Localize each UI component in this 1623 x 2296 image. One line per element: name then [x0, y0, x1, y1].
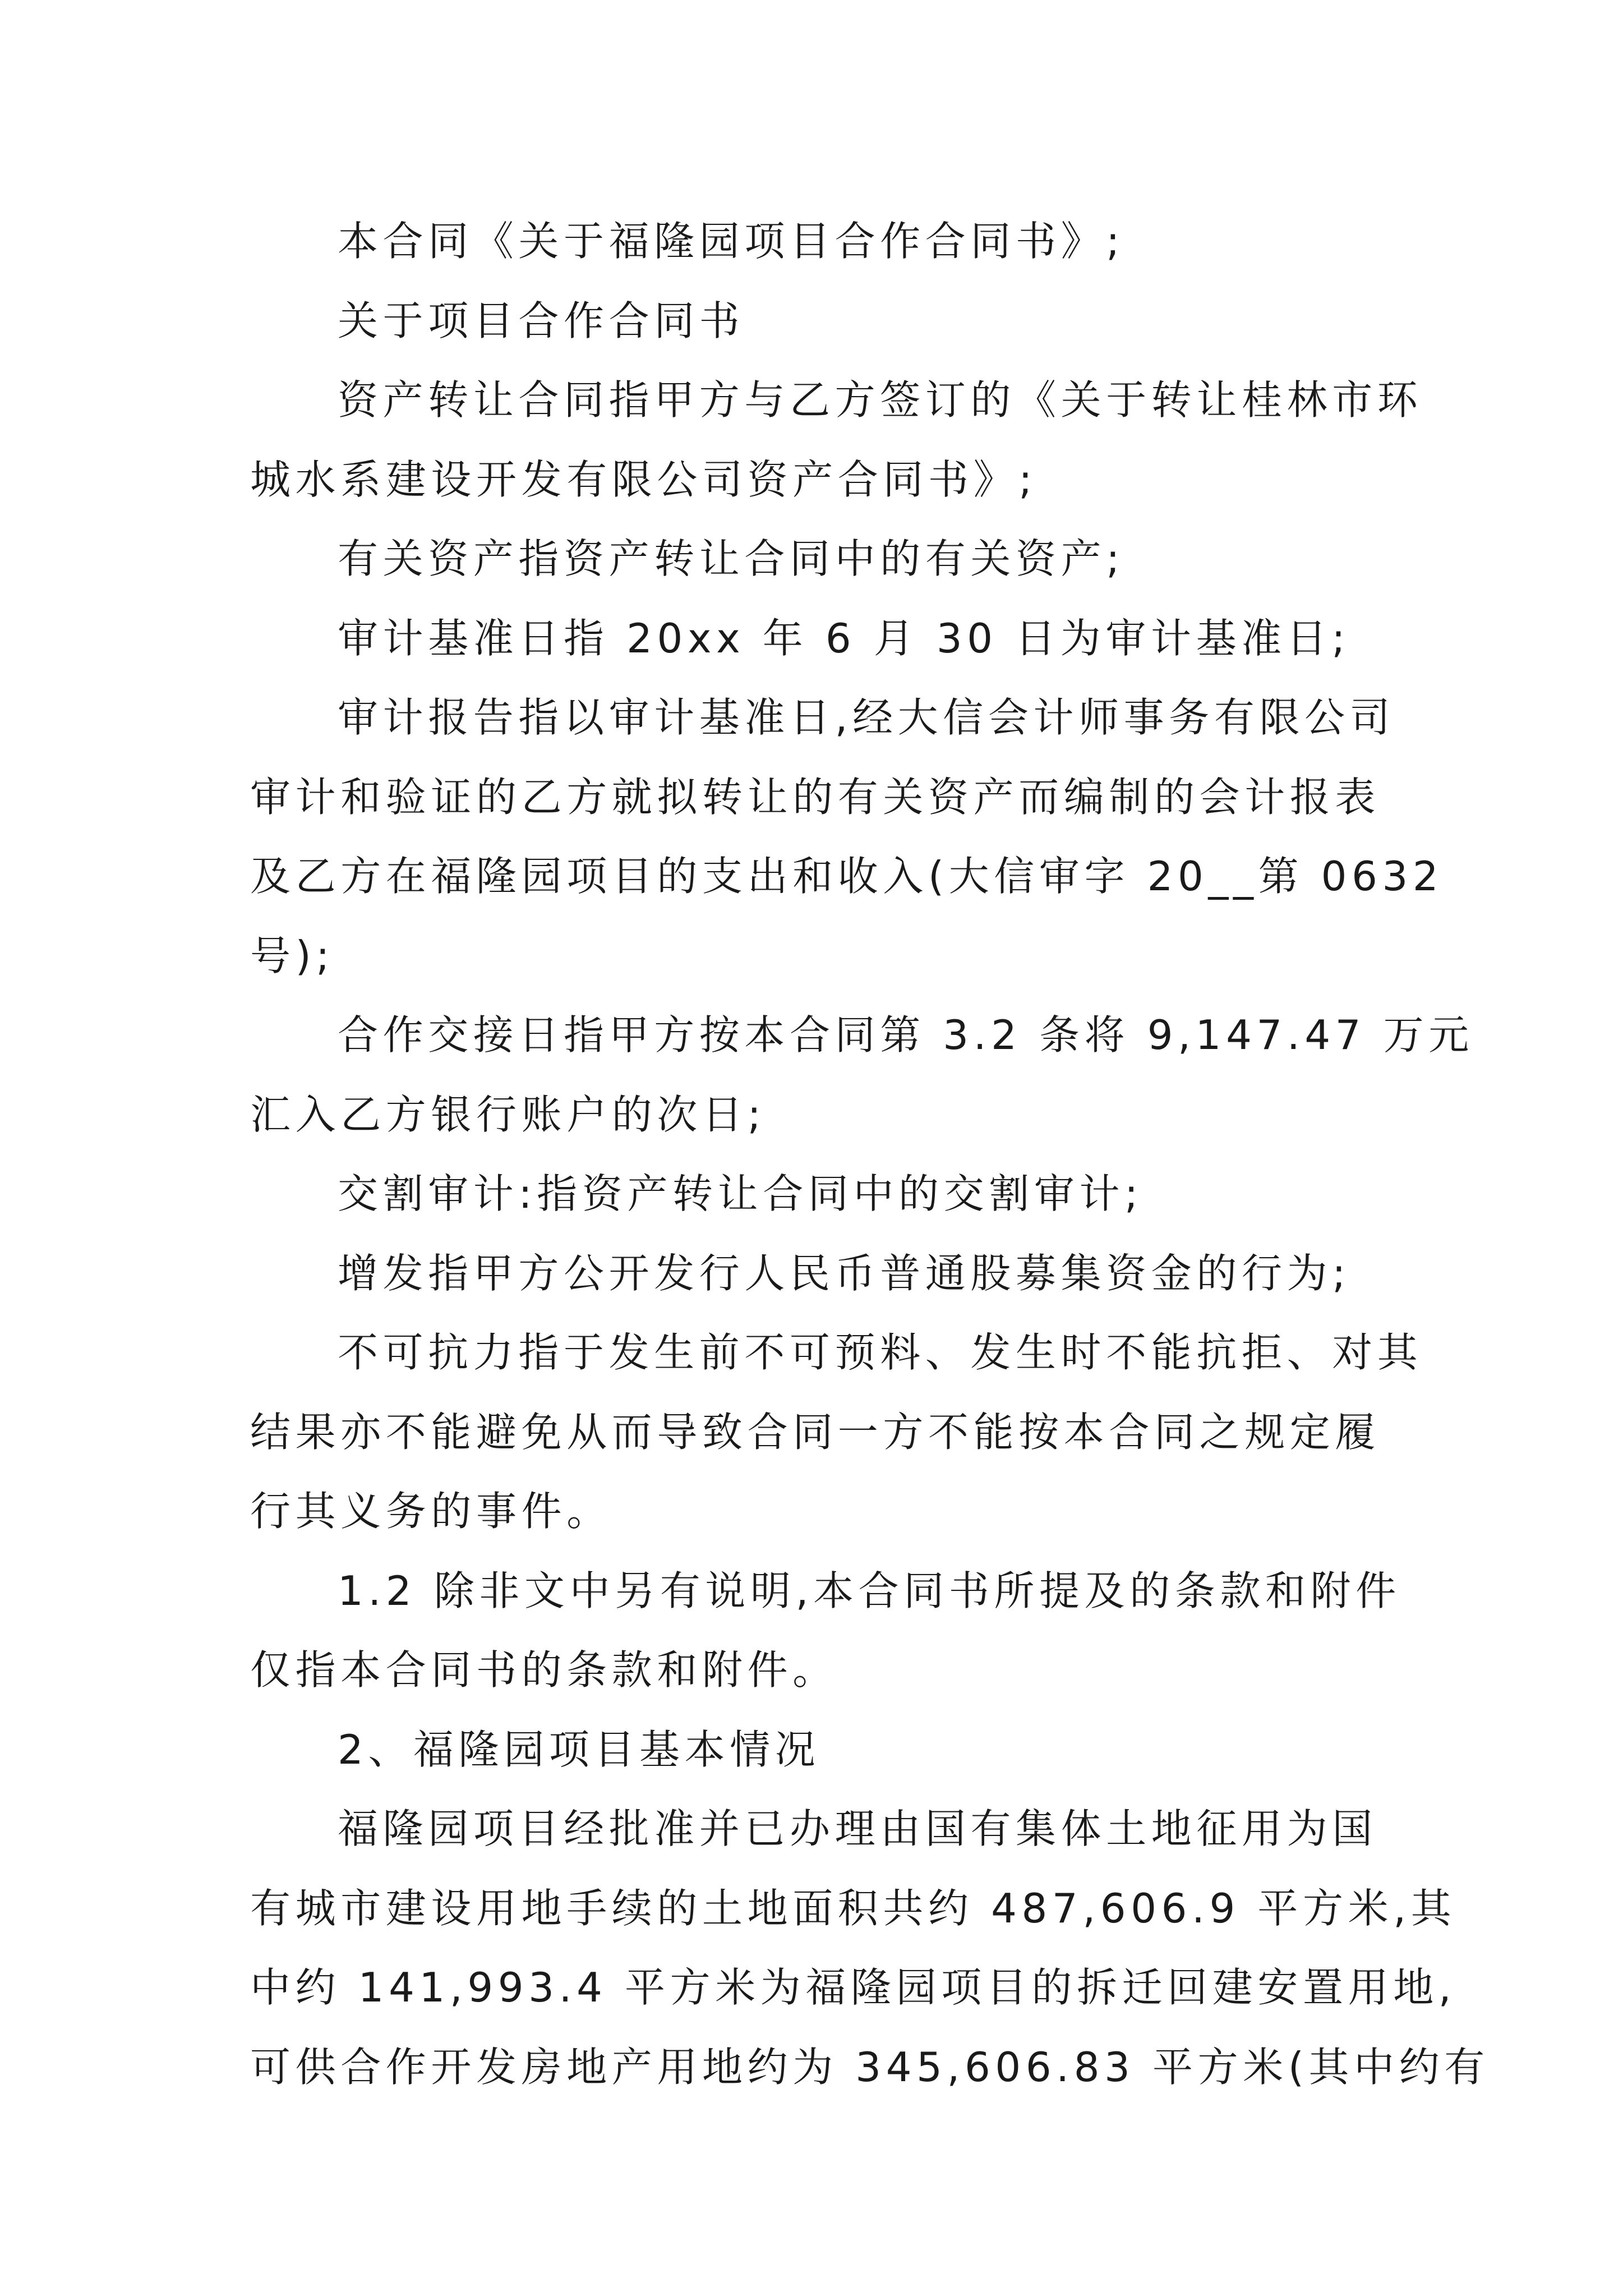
- text-line: 福隆园项目经批准并已办理由国有集体土地征用为国: [338, 1805, 1377, 1852]
- text-line: 关于项目合作合同书: [338, 297, 745, 344]
- text-line: 1.2 除非文中另有说明,本合同书所提及的条款和附件: [338, 1567, 1401, 1614]
- document-body: [250, 202, 1490, 2107]
- text-line: 可供合作开发房地产用地约为 345,606.83 平方米(其中约有: [250, 2043, 1490, 2091]
- section-heading: 2、福隆园项目基本情况: [338, 1726, 820, 1773]
- text-line: 审计报告指以审计基准日,经大信会计师事务有限公司: [338, 694, 1395, 741]
- text-line: 审计和验证的乙方就拟转让的有关资产而编制的会计报表: [250, 773, 1381, 821]
- text-line: 中约 141,993.4 平方米为福隆园项目的拆迁回建安置用地,: [250, 1964, 1456, 2011]
- text-line: 审计基准日指 20xx 年 6 月 30 日为审计基准日;: [338, 614, 1350, 662]
- text-line: 交割审计:指资产转让合同中的交割审计;: [338, 1170, 1143, 1217]
- text-line: 结果亦不能避免从而导致合同一方不能按本合同之规定履: [250, 1408, 1381, 1456]
- text-line: 资产转让合同指甲方与乙方签订的《关于转让桂林市环: [338, 376, 1423, 424]
- text-line: 有关资产指资产转让合同中的有关资产;: [338, 535, 1125, 582]
- text-line: 行其义务的事件。: [250, 1488, 612, 1535]
- text-line: 本合同《关于福隆园项目合作合同书》;: [338, 218, 1125, 265]
- text-line: 及乙方在福隆园项目的支出和收入(大信审字 20__第 0632: [250, 853, 1444, 900]
- text-line: 不可抗力指于发生前不可预料、发生时不能抗拒、对其: [338, 1329, 1423, 1376]
- text-line: 合作交接日指甲方按本合同第 3.2 条将 9,147.47 万元: [338, 1011, 1474, 1059]
- text-line: 有城市建设用地手续的土地面积共约 487,606.9 平方米,其: [250, 1884, 1456, 1932]
- text-line: 号);: [250, 932, 335, 979]
- text-line: 增发指甲方公开发行人民币普通股募集资金的行为;: [338, 1249, 1351, 1297]
- text-line: 仅指本合同书的条款和附件。: [250, 1646, 838, 1694]
- text-line: 城水系建设开发有限公司资产合同书》;: [250, 455, 1038, 503]
- text-line: 汇入乙方银行账户的次日;: [250, 1091, 766, 1138]
